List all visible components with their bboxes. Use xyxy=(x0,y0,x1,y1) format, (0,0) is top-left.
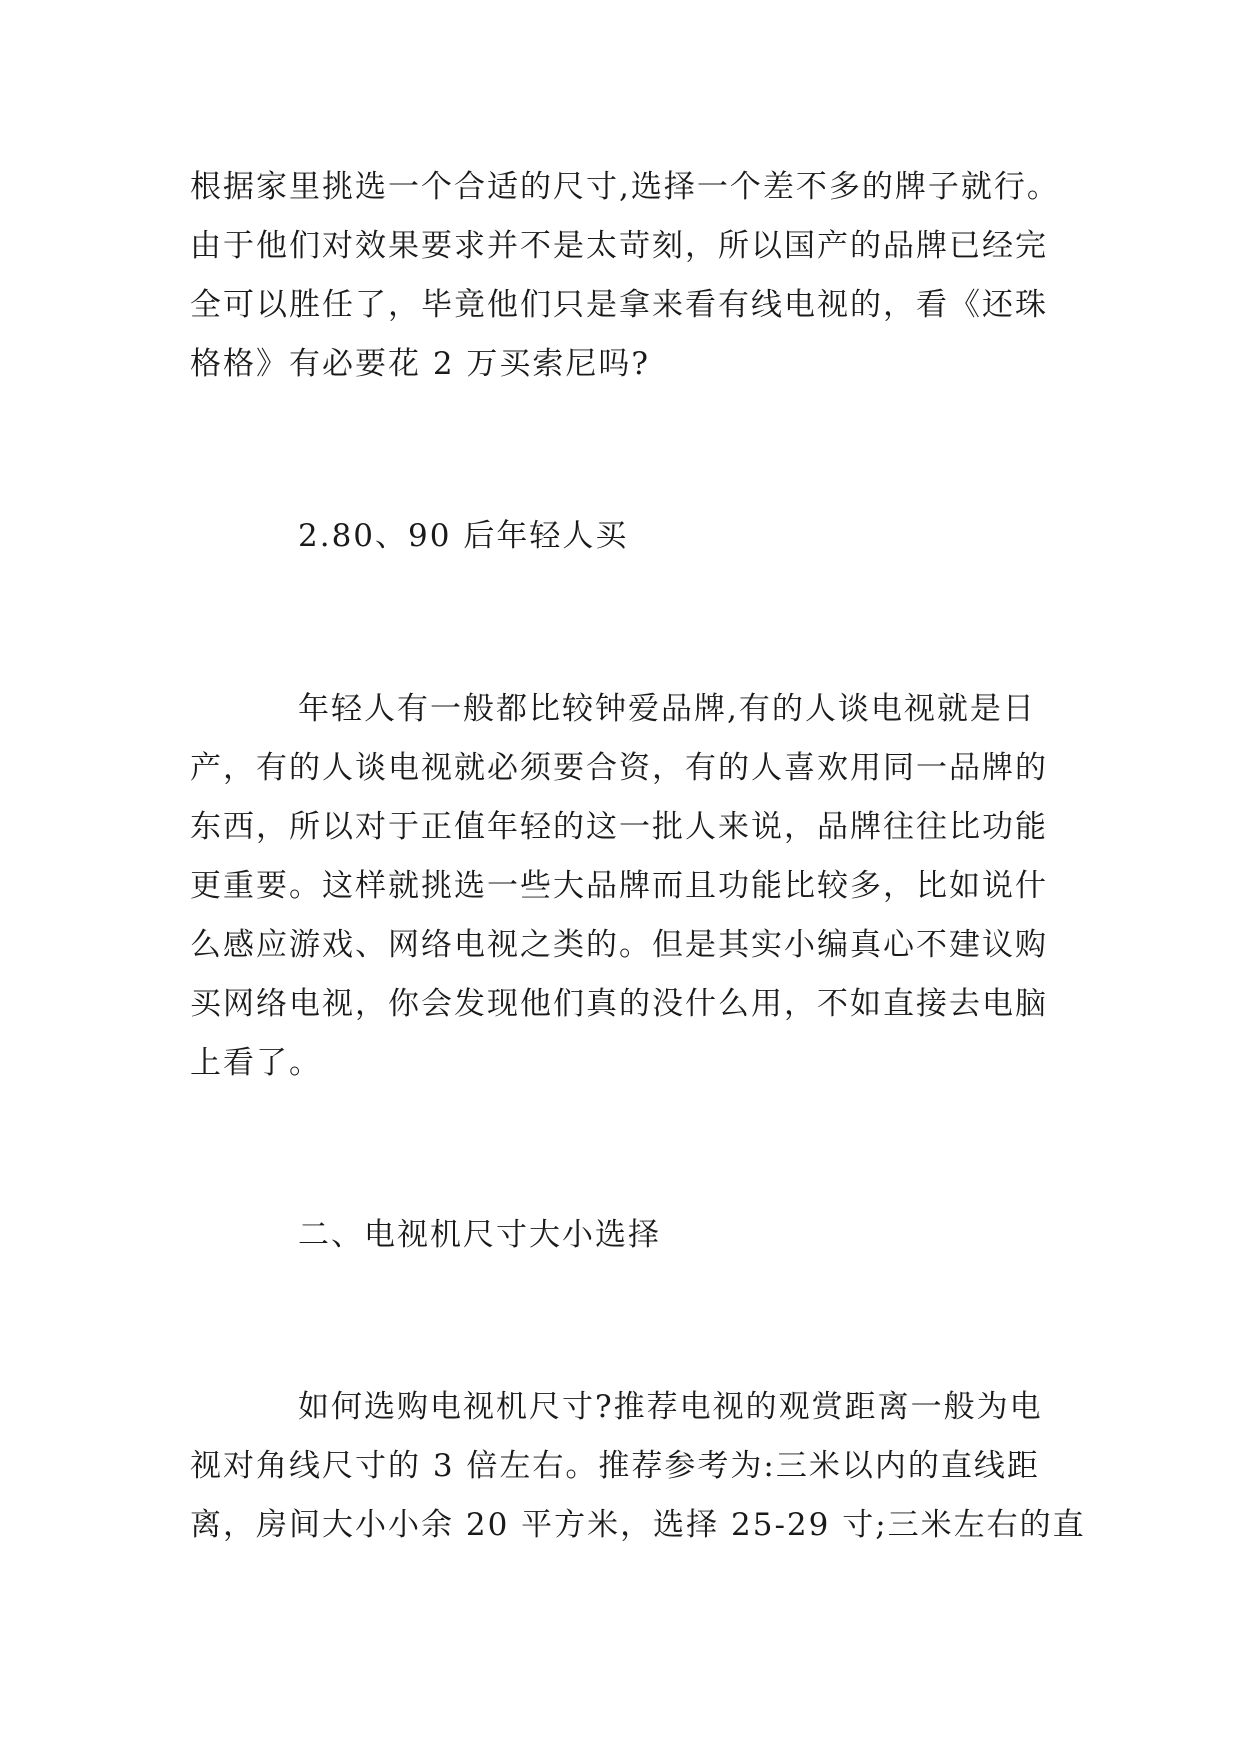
paragraph-2-line-6: 买网络电视，你会发现他们真的没什么用，不如直接去电脑 xyxy=(190,986,1048,1022)
paragraph-2-line-1: 年轻人有一般都比较钟爱品牌,有的人谈电视就是日 xyxy=(298,691,1036,727)
paragraph-3-line-2: 视对角线尺寸的 3 倍左右。推荐参考为:三米以内的直线距 xyxy=(190,1448,1040,1484)
paragraph-2-line-4: 更重要。这样就挑选一些大品牌而且功能比较多，比如说什 xyxy=(190,868,1048,904)
paragraph-3-line-3: 离，房间大小小余 20 平方米，选择 25-29 寸;三米左右的直 xyxy=(190,1507,1086,1543)
paragraph-2-line-2: 产，有的人谈电视就必须要合资，有的人喜欢用同一品牌的 xyxy=(190,750,1048,786)
heading-young-buyers: 2.80、90 后年轻人买 xyxy=(298,518,629,554)
paragraph-2-line-5: 么感应游戏、网络电视之类的。但是其实小编真心不建议购 xyxy=(190,927,1048,963)
paragraph-3-line-1: 如何选购电视机尺寸?推荐电视的观赏距离一般为电 xyxy=(298,1389,1043,1425)
paragraph-1-line-2: 由于他们对效果要求并不是太苛刻，所以国产的品牌已经完 xyxy=(190,228,1048,264)
paragraph-2-line-7: 上看了。 xyxy=(190,1045,322,1081)
heading-tv-size-selection: 二、电视机尺寸大小选择 xyxy=(298,1217,661,1253)
paragraph-1-line-3: 全可以胜任了，毕竟他们只是拿来看有线电视的，看《还珠 xyxy=(190,287,1048,323)
paragraph-1-line-4: 格格》有必要花 2 万买索尼吗? xyxy=(190,346,651,382)
paragraph-1-line-1: 根据家里挑选一个合适的尺寸,选择一个差不多的牌子就行。 xyxy=(190,169,1060,205)
paragraph-2-line-3: 东西，所以对于正值年轻的这一批人来说，品牌往往比功能 xyxy=(190,809,1048,845)
